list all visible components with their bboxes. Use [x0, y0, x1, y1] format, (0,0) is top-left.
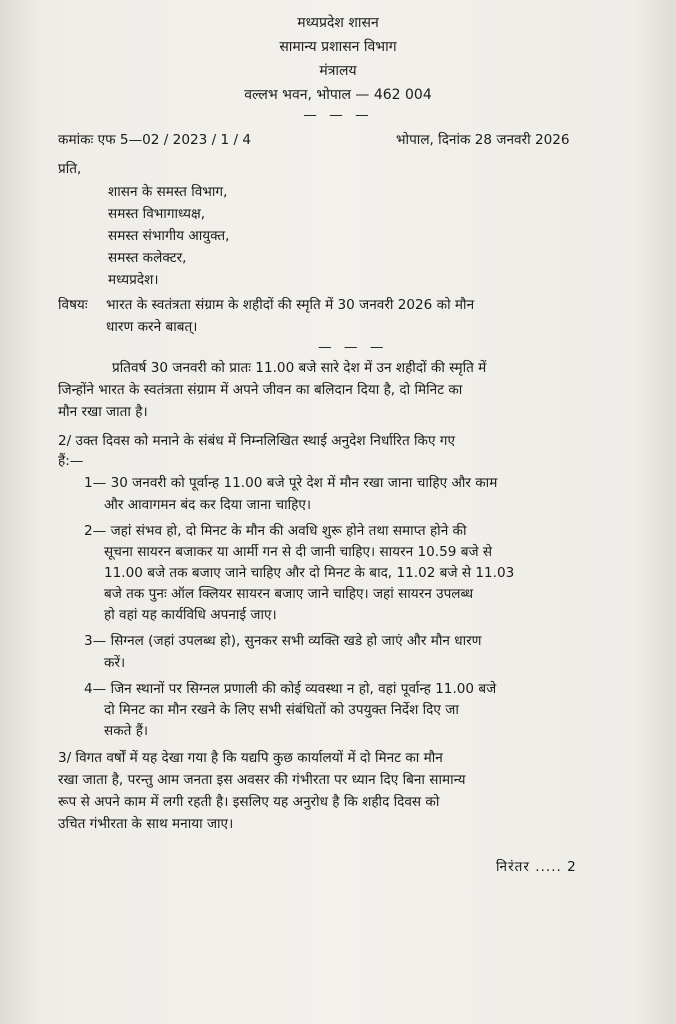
- instruction-item-line: दो मिनट का मौन रखने के लिए सभी संबंधितों को उपयुक्त निर्देश दिए जा: [104, 702, 459, 718]
- subject-line: धारण करने बाबत्।: [106, 319, 198, 335]
- addressee-line: समस्त विभागाध्यक्ष,: [108, 206, 206, 222]
- instruction-item-line: 4— जिन स्थानों पर सिग्नल प्रणाली की कोई व्यवस्था न हो, वहां पूर्वान्ह 11.00 बजे: [84, 681, 497, 697]
- instruction-item-line: 2— जहां संभव हो, दो मिनट के मौन की अवधि शुरू होने तथा समाप्त होने की: [84, 523, 467, 539]
- instruction-item-line: 3— सिग्नल (जहां उपलब्ध हो), सुनकर सभी व्यक्ति खडे हो जाएं और मौन धारण: [84, 633, 482, 649]
- addressee-line: समस्त संभागीय आयुक्त,: [108, 228, 230, 244]
- instruction-item-line: 11.00 बजे तक बजाए जाने चाहिए और दो मिनट के बाद, 11.02 बजे से 11.03: [104, 565, 515, 581]
- para1-line: जिन्होंने भारत के स्वतंत्रता संग्राम में अपने जीवन का बलिदान दिया है, दो मिनिट का: [58, 382, 463, 398]
- continuation-marker: निरंतर ..... 2: [496, 859, 577, 875]
- salutation: प्रति,: [58, 161, 82, 177]
- instruction-item-line: और आवागमन बंद कर दिया जाना चाहिए।: [104, 497, 312, 513]
- instruction-item-line: 1— 30 जनवरी को पूर्वान्ह 11.00 बजे पूरे देश में मौन रखा जाना चाहिए और काम: [84, 475, 498, 491]
- header-divider: — — —: [303, 107, 373, 123]
- header-address: वल्लभ भवन, भोपाल — 462 004: [244, 87, 432, 103]
- addressee-line: समस्त कलेक्टर,: [108, 250, 187, 266]
- para3-line: 3/ विगत वर्षों में यह देखा गया है कि यद्यपि कुछ कार्यालयों में दो मिनट का मौन: [58, 750, 443, 766]
- para2-line: हैं:—: [58, 453, 84, 469]
- subject-line: भारत के स्वतंत्रता संग्राम के शहीदों की स्मृति में 30 जनवरी 2026 को मौन: [106, 297, 475, 313]
- para1-line: प्रतिवर्ष 30 जनवरी को प्रातः 11.00 बजे सारे देश में उन शहीदों की स्मृति में: [112, 360, 487, 376]
- subject-label: विषयः: [58, 297, 88, 313]
- addressee-line: मध्यप्रदेश।: [108, 272, 159, 288]
- instruction-item-line: बजे तक पुनः ऑल क्लियर सायरन बजाए जाने चाहिए। जहां सायरन उपलब्ध: [104, 586, 474, 602]
- addressee-line: शासन के समस्त विभाग,: [108, 184, 228, 200]
- instruction-item-line: करें।: [104, 655, 126, 671]
- header-govt: मध्यप्रदेश शासन: [297, 15, 379, 31]
- para2-line: 2/ उक्त दिवस को मनाने के संबंध में निम्नलिखित स्थाई अनुदेश निर्धारित किए गए: [58, 433, 455, 449]
- place-date: भोपाल, दिनांक 28 जनवरी 2026: [396, 132, 570, 148]
- header-department: सामान्य प्रशासन विभाग: [279, 39, 397, 55]
- para3-line: उचित गंभीरता के साथ मनाया जाए।: [58, 816, 234, 832]
- instruction-item-line: हो वहां यह कार्यविधि अपनाई जाए।: [104, 607, 277, 623]
- reference-number: कमांकः एफ 5—02 / 2023 / 1 / 4: [58, 132, 252, 148]
- instruction-item-line: सूचना सायरन बजाकर या आर्मी गन से दी जानी चाहिए। सायरन 10.59 बजे से: [104, 544, 493, 560]
- para3-line: रूप से अपने काम में लगी रहती है। इसलिए यह अनुरोध है कि शहीद दिवस को: [58, 794, 440, 810]
- para1-line: मौन रखा जाता है।: [58, 404, 148, 420]
- instruction-item-line: सकते हैं।: [104, 723, 149, 739]
- para3-line: रखा जाता है, परन्तु आम जनता इस अवसर की गंभीरता पर ध्यान दिए बिना सामान्य: [58, 772, 466, 788]
- subject-divider: — — —: [318, 339, 388, 355]
- header-ministry: मंत्रालय: [319, 63, 357, 79]
